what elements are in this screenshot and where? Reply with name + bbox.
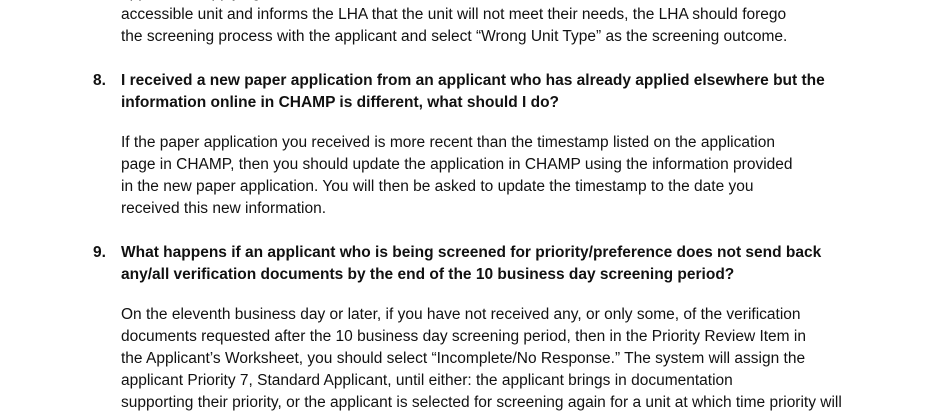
question-8 bbox=[121, 70, 881, 114]
question-9 bbox=[121, 242, 881, 286]
answer-line: the Applicant’s Worksheet, you should select “Incomplete/No Response.” The system will assign the bbox=[121, 350, 806, 367]
answer-line: If the paper application you received is more recent than the timestamp listed on the application bbox=[121, 134, 775, 151]
answer-line: On the eleventh business day or later, if you have not received any, or only some, of the verification bbox=[121, 306, 801, 323]
intro-paragraph bbox=[121, 0, 881, 48]
question-line: I received a new paper application from an applicant who has already applied elsewhere but the bbox=[121, 72, 825, 89]
answer-line: applicant Priority 7, Standard Applicant, until either: the applicant brings in documentation bbox=[121, 372, 733, 389]
answer-9 bbox=[121, 304, 881, 414]
question-line: What happens if an applicant who is being screened for priority/preference does not send back bbox=[121, 244, 822, 261]
answer-line: received this new information. bbox=[121, 200, 327, 217]
answer-line: in the new paper application. You will then be asked to update the timestamp to the date you bbox=[121, 178, 754, 195]
question-number: 9. bbox=[93, 244, 106, 261]
intro-line: the screening process with the applicant and select “Wrong Unit Type” as the screening outcome. bbox=[121, 28, 788, 45]
answer-line: documents requested after the 10 business day screening period, then in the Priority Review Item in bbox=[121, 328, 806, 345]
question-line: information online in CHAMP is different, what should I do? bbox=[121, 94, 560, 111]
question-line: any/all verification documents by the end of the 10 business day screening period? bbox=[121, 266, 735, 283]
question-number: 8. bbox=[93, 72, 106, 89]
answer-line: page in CHAMP, then you should update the application in CHAMP using the information provided bbox=[121, 156, 793, 173]
intro-line: accessible unit and informs the LHA that the unit will not meet their needs, the LHA should forego bbox=[121, 6, 787, 23]
answer-8 bbox=[121, 132, 881, 220]
answer-line: supporting their priority, or the applicant is selected for screening again for a unit at which time priority will bbox=[121, 394, 842, 411]
